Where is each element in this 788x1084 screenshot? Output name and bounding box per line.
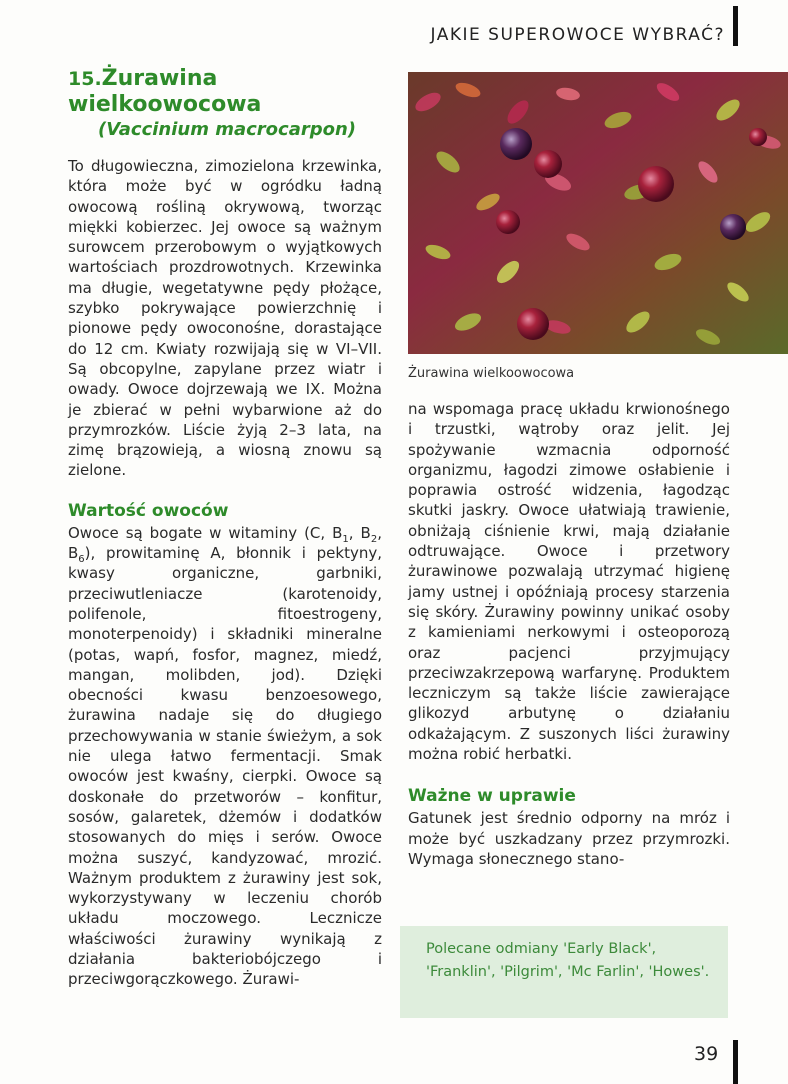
- section-heading-fruit-value: Wartość owoców: [68, 500, 229, 521]
- footer-rule: [733, 1040, 738, 1084]
- right-column: [408, 72, 730, 869]
- subscript-1: 1: [342, 533, 349, 545]
- latin-name: (Vaccinium macrocarpon): [98, 119, 357, 140]
- running-head: JAKIE SUPEROWOCE WYBRAĆ?: [430, 25, 725, 45]
- text-run: ), prowitaminę A, błonnik i pektyny, kwasy organiczne, garbniki, przeciwutleniacze (karotenoidy, polifenole, fitoestrogeny, monoterpenoidy) i składniki mineralne (potas, wapń, fosfor, magnez, miedź, mangan, molibden, jod). Dzięki obecności kwasu benzoesowego, żurawina nadaje się do długiego przechowywania w stanie świeżym, a sok nie ulega łatwo fermentacji. Smak owoców jest kwaśny, cierpki. Owoce są doskonałe do przetworów – konfitur, sosów, galaretek, dżemów i dodatków stosowanych do mięs i serów. Owoce można suszyć, kandyzować, mrozić. Ważnym produktem z żurawiny jest sok, wykorzystywany w leczeniu chorób układu moczowego. Lecznicze właściwości żurawiny wynikają z działania bakteriobójczego i przeciwgorączkowego. Żurawi-: [68, 544, 382, 989]
- subscript-2: 2: [370, 533, 378, 545]
- text-run: Owoce są bogate w witaminy (C, B: [68, 523, 343, 542]
- cranberry-photo: [408, 72, 788, 354]
- recommended-varieties-text: Polecane odmiany 'Early Black', 'Franklin', 'Pilgrim', 'Mc Farlin', 'Howes'.: [426, 941, 710, 980]
- recommended-varieties-box: [400, 926, 728, 1018]
- section-heading-cultivation: Ważne w uprawie: [408, 786, 576, 807]
- header-rule: [733, 6, 738, 46]
- continuation-paragraph: na wspomaga pracę układu krwionośnego i trzustki, wątroby oraz jelit. Jej spożywanie wzmacnia odporność organizmu, łagodzi zimowe osłabienie i poprawia ostrość widzenia, łagodząc skutki jaskry. Owoce ułatwiają trawienie, obniżają ciśnienie krwi, mają działanie odtruwające. Owoce i przetwory żurawinowe pozwalają utrzymać higienę jamy ustnej i opóźniają procesy starzenia się skóry. Żurawiny powinny unikać osoby z kamieniami nerkowymi i osteoporozą oraz pacjenci przyjmujący przeciwzakrzepową warfarynę. Produktem leczniczym są także liście zawierające glikozyd arbutynę o działaniu odkażającym. Z suszonych liści żurawiny można robić herbatki.: [408, 400, 730, 764]
- subscript-6: 6: [78, 554, 85, 566]
- text-run: , B: [348, 523, 371, 542]
- article-title-text: Żurawina wielkoowocowa: [68, 66, 262, 117]
- cultivation-paragraph: Gatunek jest średnio odporny na mróz i może być uszkadzany przez przymrozki. Wymaga słonecznego stano-: [408, 809, 730, 868]
- photo-caption: Żurawina wielkoowocowa: [408, 366, 575, 381]
- fruit-value-paragraph: [68, 523, 382, 990]
- article-number: 15.: [68, 68, 102, 90]
- page-number: 39: [694, 1043, 719, 1065]
- text-run: , B: [68, 523, 382, 563]
- left-column: [68, 66, 382, 990]
- intro-paragraph: To długowieczna, zimozielona krzewinka, która może być w ogródku ładną owocową rośliną okrywową, tworząc miękki kobierzec. Jej owoce są ważnym surowcem przerobowym o wyjątkowych wartościach prozdrowotnych. Krzewinka ma długie, wegetatywne pędy płożące, szybko pokrywające powierzchnię i pionowe pędy owoconośne, dorastające do 12 cm. Kwiaty rozwijają się w VI–VII. Są obcopylne, zapylane przez wiatr i owady. Owoce dojrzewają we IX. Można je zbierać w pełni wybarwione aż do przymrozków. Liście żyją 2–3 lata, na zimę brązowieją, a wiosną znowu są zielone.: [68, 157, 382, 480]
- article-title: [68, 66, 382, 118]
